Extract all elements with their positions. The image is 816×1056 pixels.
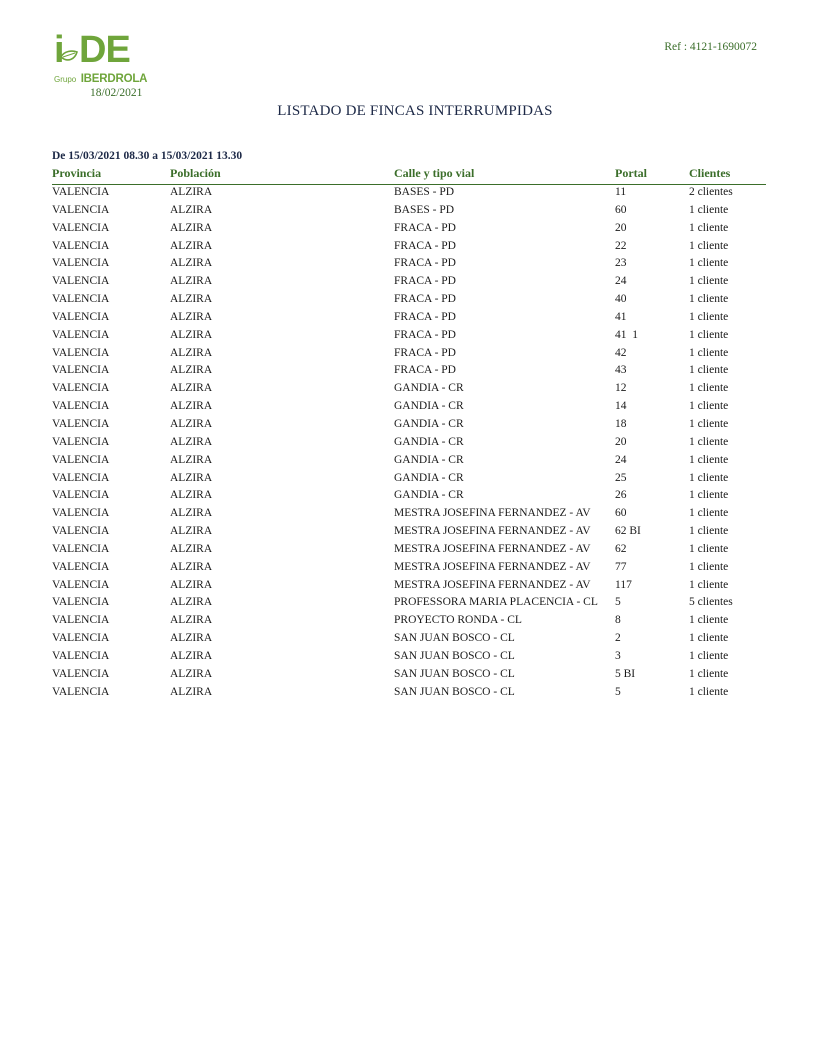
table-row <box>52 435 766 453</box>
cell-clientes: 1 cliente <box>689 346 729 359</box>
cell-calle: MESTRA JOSEFINA FERNANDEZ - AV <box>394 578 591 591</box>
cell-provincia: VALENCIA <box>52 471 110 484</box>
column-header-clientes: Clientes <box>689 166 731 180</box>
reference-number: Ref : 4121-1690072 <box>664 41 757 53</box>
cell-calle: SAN JUAN BOSCO - CL <box>394 667 515 680</box>
cell-portal: 62 BI <box>615 525 641 538</box>
table-row <box>52 649 766 667</box>
cell-portal: 8 <box>615 614 621 627</box>
cell-provincia: VALENCIA <box>52 578 110 591</box>
table-row <box>52 685 766 703</box>
cell-provincia: VALENCIA <box>52 364 110 377</box>
cell-calle: FRACA - PD <box>394 221 456 234</box>
cell-provincia: VALENCIA <box>52 239 110 252</box>
cell-poblacion: ALZIRA <box>170 632 213 645</box>
table-row <box>52 631 766 649</box>
cell-provincia: VALENCIA <box>52 667 110 680</box>
cell-clientes: 1 cliente <box>689 614 729 627</box>
cell-poblacion: ALZIRA <box>170 346 213 359</box>
cell-provincia: VALENCIA <box>52 400 110 413</box>
cell-calle: SAN JUAN BOSCO - CL <box>394 632 515 645</box>
table-row <box>52 506 766 524</box>
cell-poblacion: ALZIRA <box>170 310 213 323</box>
cell-clientes: 1 cliente <box>689 417 729 430</box>
cell-clientes: 1 cliente <box>689 649 729 662</box>
table-row <box>52 613 766 631</box>
cell-poblacion: ALZIRA <box>170 328 213 341</box>
cell-provincia: VALENCIA <box>52 614 110 627</box>
cell-portal: 41 1 <box>615 328 638 341</box>
cell-clientes: 1 cliente <box>689 453 729 466</box>
cell-poblacion: ALZIRA <box>170 221 213 234</box>
leaf-icon <box>60 32 78 72</box>
table-row <box>52 328 766 346</box>
cell-portal: 24 <box>615 275 627 288</box>
column-header-portal: Portal <box>615 166 647 180</box>
cell-portal: 41 <box>615 310 627 323</box>
cell-portal: 22 <box>615 239 627 252</box>
table-row <box>52 256 766 274</box>
cell-portal: 23 <box>615 257 627 270</box>
column-header-poblacion: Población <box>170 166 221 180</box>
interruption-period: De 15/03/2021 08.30 a 15/03/2021 13.30 <box>52 150 243 162</box>
table-body <box>52 185 766 702</box>
cell-poblacion: ALZIRA <box>170 560 213 573</box>
table-row <box>52 542 766 560</box>
table-row <box>52 203 766 221</box>
logo-de: DE <box>79 29 130 71</box>
cell-calle: MESTRA JOSEFINA FERNANDEZ - AV <box>394 507 591 520</box>
table-row <box>52 453 766 471</box>
cell-portal: 42 <box>615 346 627 359</box>
cell-clientes: 1 cliente <box>689 382 729 395</box>
document-date: 18/02/2021 <box>90 87 143 99</box>
cell-clientes: 1 cliente <box>689 293 729 306</box>
table-row <box>52 471 766 489</box>
cell-poblacion: ALZIRA <box>170 507 213 520</box>
cell-portal: 25 <box>615 471 627 484</box>
cell-poblacion: ALZIRA <box>170 471 213 484</box>
cell-provincia: VALENCIA <box>52 310 110 323</box>
cell-clientes: 1 cliente <box>689 257 729 270</box>
cell-poblacion: ALZIRA <box>170 364 213 377</box>
logo-group-prefix: Grupo <box>54 75 77 84</box>
cell-poblacion: ALZIRA <box>170 489 213 502</box>
cell-poblacion: ALZIRA <box>170 186 213 198</box>
cell-portal: 5 <box>615 596 621 609</box>
table-row <box>52 239 766 257</box>
logo-i: i <box>54 29 64 71</box>
cell-provincia: VALENCIA <box>52 525 110 538</box>
cell-clientes: 1 cliente <box>689 685 729 698</box>
cell-portal: 11 <box>615 186 627 198</box>
logo-group <box>54 69 147 87</box>
cell-calle: FRACA - PD <box>394 328 456 341</box>
cell-provincia: VALENCIA <box>52 685 110 698</box>
cell-poblacion: ALZIRA <box>170 239 213 252</box>
cell-calle: FRACA - PD <box>394 364 456 377</box>
cell-portal: 24 <box>615 453 627 466</box>
cell-portal: 117 <box>615 578 632 591</box>
cell-clientes: 1 cliente <box>689 507 729 520</box>
logo-mark <box>54 30 130 70</box>
cell-portal: 5 <box>615 685 621 698</box>
cell-calle: PROYECTO RONDA - CL <box>394 614 522 627</box>
cell-calle: BASES - PD <box>394 203 455 216</box>
cell-clientes: 1 cliente <box>689 471 729 484</box>
cell-poblacion: ALZIRA <box>170 275 213 288</box>
cell-poblacion: ALZIRA <box>170 293 213 306</box>
cell-poblacion: ALZIRA <box>170 649 213 662</box>
cell-poblacion: ALZIRA <box>170 614 213 627</box>
cell-provincia: VALENCIA <box>52 257 110 270</box>
cell-portal: 60 <box>615 507 627 520</box>
cell-clientes: 1 cliente <box>689 328 729 341</box>
document-title: LISTADO DE FINCAS INTERRUMPIDAS <box>277 103 553 119</box>
cell-portal: 43 <box>615 364 627 377</box>
table-row <box>52 274 766 292</box>
cell-provincia: VALENCIA <box>52 346 110 359</box>
cell-calle: MESTRA JOSEFINA FERNANDEZ - AV <box>394 560 591 573</box>
cell-poblacion: ALZIRA <box>170 525 213 538</box>
table-header <box>52 166 766 185</box>
cell-calle: SAN JUAN BOSCO - CL <box>394 685 515 698</box>
cell-poblacion: ALZIRA <box>170 257 213 270</box>
cell-calle: GANDIA - CR <box>394 400 464 413</box>
cell-clientes: 5 clientes <box>689 596 733 609</box>
cell-clientes: 1 cliente <box>689 560 729 573</box>
table-row <box>52 292 766 310</box>
cell-calle: FRACA - PD <box>394 239 456 252</box>
cell-clientes: 1 cliente <box>689 203 729 216</box>
cell-calle: BASES - PD <box>394 186 455 198</box>
cell-portal: 77 <box>615 560 627 573</box>
cell-portal: 40 <box>615 293 627 306</box>
cell-provincia: VALENCIA <box>52 382 110 395</box>
cell-poblacion: ALZIRA <box>170 203 213 216</box>
cell-poblacion: ALZIRA <box>170 382 213 395</box>
cell-provincia: VALENCIA <box>52 489 110 502</box>
cell-provincia: VALENCIA <box>52 328 110 341</box>
cell-poblacion: ALZIRA <box>170 400 213 413</box>
cell-portal: 20 <box>615 435 627 448</box>
cell-clientes: 2 clientes <box>689 186 733 198</box>
cell-calle: GANDIA - CR <box>394 453 464 466</box>
cell-provincia: VALENCIA <box>52 293 110 306</box>
table-row <box>52 185 766 203</box>
column-header-provincia: Provincia <box>52 166 102 180</box>
cell-poblacion: ALZIRA <box>170 542 213 555</box>
cell-clientes: 1 cliente <box>689 667 729 680</box>
cell-calle: FRACA - PD <box>394 257 456 270</box>
cell-calle: FRACA - PD <box>394 346 456 359</box>
cell-provincia: VALENCIA <box>52 632 110 645</box>
table-row <box>52 524 766 542</box>
cell-portal: 62 <box>615 542 627 555</box>
cell-portal: 60 <box>615 203 627 216</box>
column-header-calle: Calle y tipo vial <box>394 166 475 180</box>
cell-poblacion: ALZIRA <box>170 435 213 448</box>
cell-portal: 5 BI <box>615 667 636 680</box>
cell-portal: 20 <box>615 221 627 234</box>
cell-calle: FRACA - PD <box>394 275 456 288</box>
cell-provincia: VALENCIA <box>52 275 110 288</box>
cell-poblacion: ALZIRA <box>170 453 213 466</box>
cell-poblacion: ALZIRA <box>170 596 213 609</box>
cell-clientes: 1 cliente <box>689 632 729 645</box>
table-row <box>52 381 766 399</box>
company-logo <box>52 30 152 90</box>
cell-calle: SAN JUAN BOSCO - CL <box>394 649 515 662</box>
logo-group-name: IBERDROLA <box>80 73 148 85</box>
cell-portal: 3 <box>615 649 621 662</box>
cell-provincia: VALENCIA <box>52 596 110 609</box>
cell-calle: GANDIA - CR <box>394 417 464 430</box>
cell-clientes: 1 cliente <box>689 221 729 234</box>
table-row <box>52 346 766 364</box>
cell-clientes: 1 cliente <box>689 578 729 591</box>
cell-provincia: VALENCIA <box>52 417 110 430</box>
cell-poblacion: ALZIRA <box>170 667 213 680</box>
cell-poblacion: ALZIRA <box>170 417 213 430</box>
cell-portal: 14 <box>615 400 627 413</box>
table-row <box>52 363 766 381</box>
cell-calle: GANDIA - CR <box>394 382 464 395</box>
cell-calle: MESTRA JOSEFINA FERNANDEZ - AV <box>394 542 591 555</box>
cell-poblacion: ALZIRA <box>170 685 213 698</box>
cell-provincia: VALENCIA <box>52 221 110 234</box>
cell-portal: 26 <box>615 489 627 502</box>
cell-provincia: VALENCIA <box>52 203 110 216</box>
cell-provincia: VALENCIA <box>52 507 110 520</box>
cell-provincia: VALENCIA <box>52 560 110 573</box>
cell-clientes: 1 cliente <box>689 435 729 448</box>
cell-calle: FRACA - PD <box>394 293 456 306</box>
cell-portal: 12 <box>615 382 627 395</box>
cell-provincia: VALENCIA <box>52 186 110 198</box>
table-row <box>52 310 766 328</box>
cell-clientes: 1 cliente <box>689 310 729 323</box>
cell-calle: MESTRA JOSEFINA FERNANDEZ - AV <box>394 525 591 538</box>
table-row <box>52 221 766 239</box>
cell-clientes: 1 cliente <box>689 542 729 555</box>
cell-provincia: VALENCIA <box>52 542 110 555</box>
table-row <box>52 417 766 435</box>
cell-clientes: 1 cliente <box>689 275 729 288</box>
table-row <box>52 399 766 417</box>
cell-provincia: VALENCIA <box>52 435 110 448</box>
cell-calle: FRACA - PD <box>394 310 456 323</box>
table-row <box>52 488 766 506</box>
table-row <box>52 667 766 685</box>
cell-clientes: 1 cliente <box>689 239 729 252</box>
table-row <box>52 578 766 596</box>
cell-portal: 18 <box>615 417 627 430</box>
cell-provincia: VALENCIA <box>52 453 110 466</box>
cell-calle: GANDIA - CR <box>394 435 464 448</box>
cell-poblacion: ALZIRA <box>170 578 213 591</box>
cell-calle: PROFESSORA MARIA PLACENCIA - CL <box>394 596 598 609</box>
cell-calle: GANDIA - CR <box>394 471 464 484</box>
cell-clientes: 1 cliente <box>689 489 729 502</box>
table-row <box>52 595 766 613</box>
table-row <box>52 560 766 578</box>
cell-clientes: 1 cliente <box>689 400 729 413</box>
cell-provincia: VALENCIA <box>52 649 110 662</box>
cell-portal: 2 <box>615 632 621 645</box>
cell-clientes: 1 cliente <box>689 364 729 377</box>
cell-clientes: 1 cliente <box>689 525 729 538</box>
cell-calle: GANDIA - CR <box>394 489 464 502</box>
